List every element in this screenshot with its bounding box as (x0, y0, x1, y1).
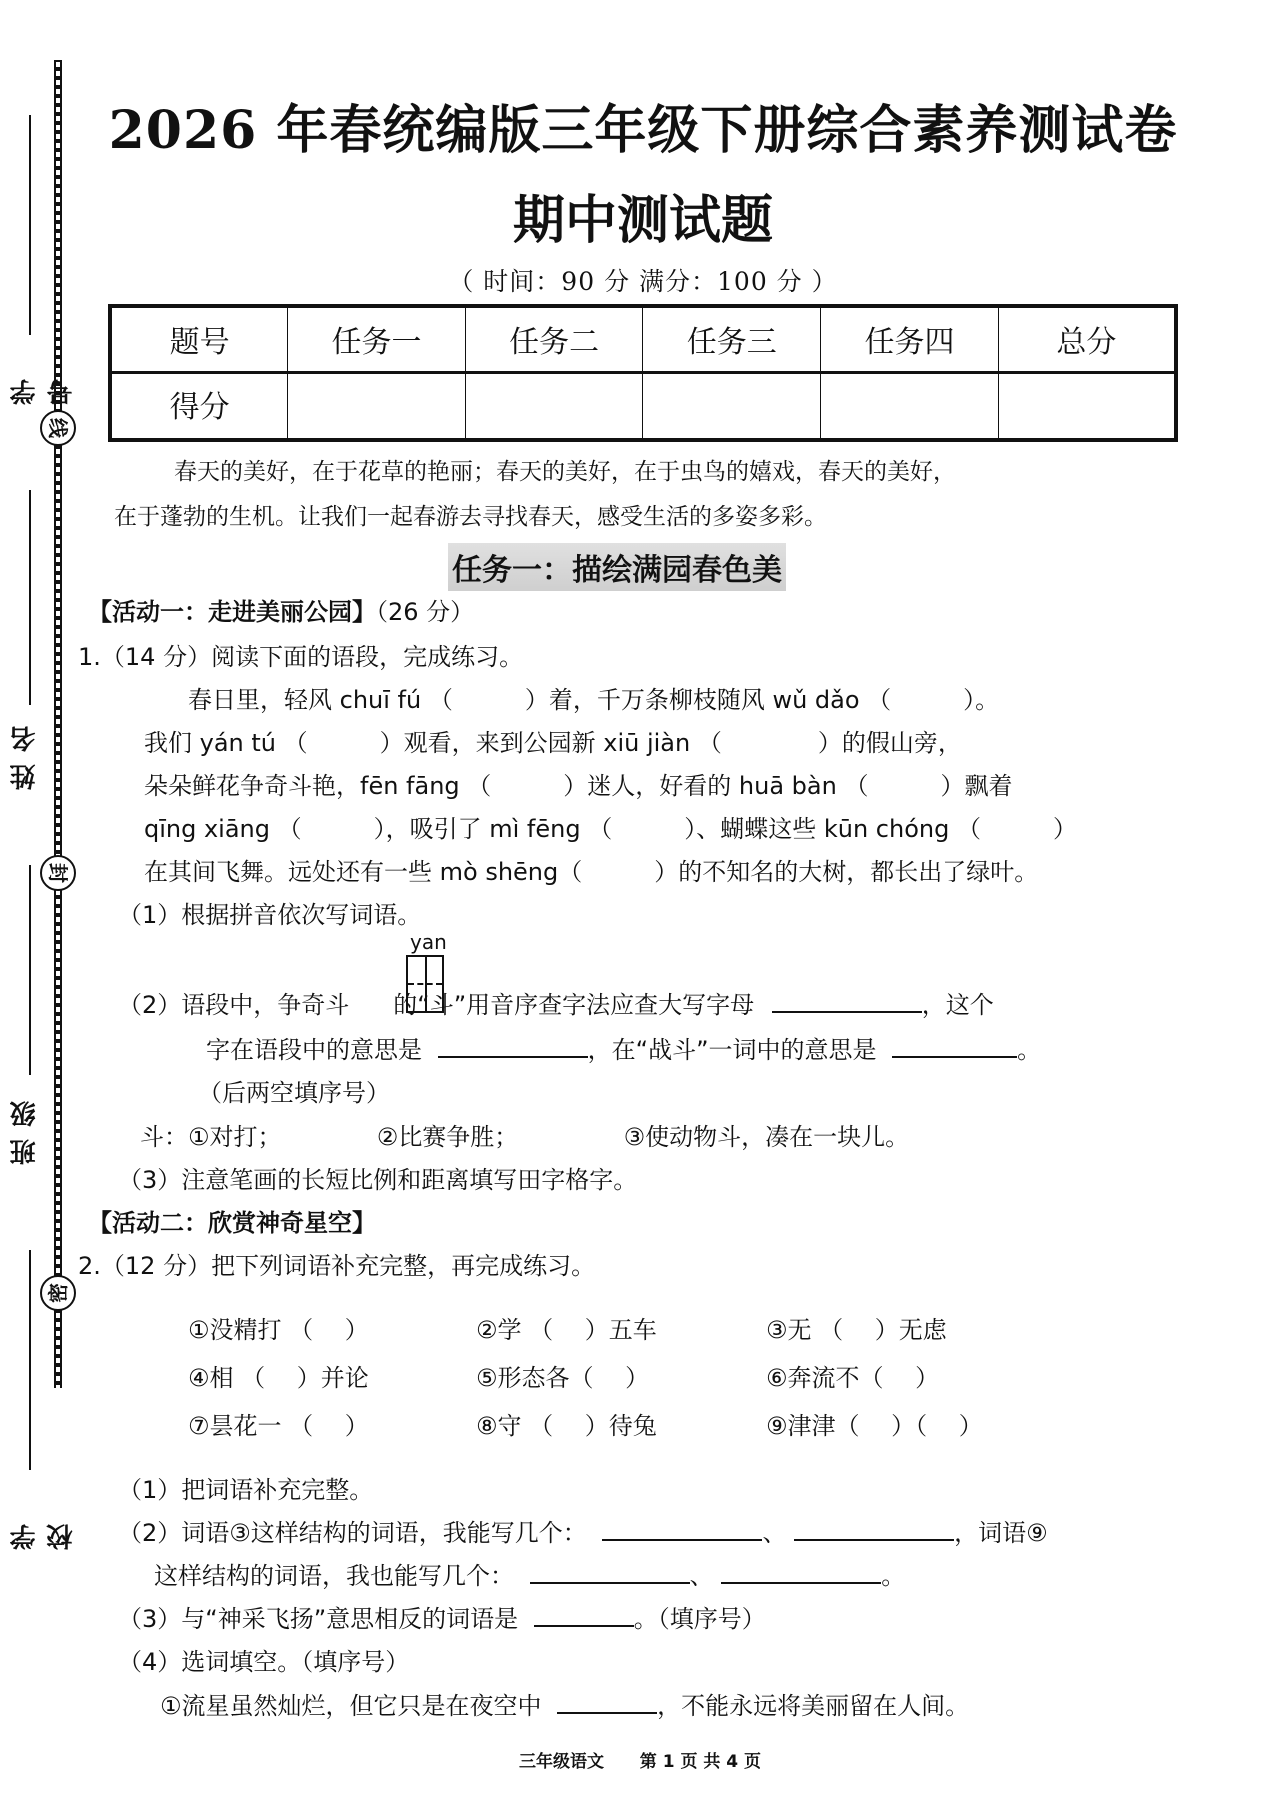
idiom-item-1[interactable]: ①没精打 （ ） (188, 1316, 369, 1344)
q1-passage-line-5[interactable]: 在其间飞舞。远处还有一些 mò shēng（ ）的不知名的大树，都长出了绿叶。 (144, 858, 1039, 886)
intro-paragraph (114, 450, 1204, 540)
q2-sub4: （4）选词填空。（填序号） (118, 1648, 410, 1676)
idiom-item-4[interactable]: ④相 （ ）并论 (188, 1364, 369, 1392)
score-cell-task4[interactable] (821, 372, 999, 440)
score-cell-task1[interactable] (288, 372, 466, 440)
school-label: 学校 (10, 1512, 77, 1550)
q1-stem: 1.（14 分）阅读下面的语段，完成练习。 (78, 643, 524, 671)
time-and-score-info: （ 时间：90 分 满分：100 分 ） (448, 267, 838, 296)
q2-sub4-item-1 (160, 1686, 969, 1721)
idiom-item-5[interactable]: ⑤形态各（ ） (476, 1364, 650, 1392)
intro-line-1: 春天的美好，在于花草的艳丽；春天的美好，在于虫鸟的嬉戏，春天的美好， (174, 459, 956, 485)
class-label: 班级 (10, 1089, 40, 1165)
q1-sub2-blank-letter[interactable] (772, 989, 922, 1013)
school-line[interactable] (29, 1250, 31, 1470)
score-header-cell: 总分 (998, 306, 1176, 372)
binding-chain (54, 60, 62, 1388)
idiom-item-2[interactable]: ②学 （ ）五车 (476, 1316, 657, 1344)
q2-sub4-item1-text-b: ，不能永远将美丽留在人间。 (657, 1692, 970, 1720)
score-header-cell: 题号 (110, 306, 288, 372)
idiom-item-8[interactable]: ⑧守 （ ）待兔 (476, 1412, 657, 1440)
activity1-title: 【活动一：走进美丽公园】 (88, 598, 376, 626)
q2-sub2-end: 。 (881, 1562, 906, 1590)
seal-feng: 封 (40, 855, 76, 891)
q1-sub2-text-b: 的“斗”用音序查字法应查大写字母 (393, 991, 755, 1019)
intro-line-2: 在于蓬勃的生机。让我们一起春游去寻找春天，感受生活的多姿多彩。 (114, 504, 827, 530)
q1-sub2-line-2 (206, 1030, 1041, 1065)
dou-meaning-2: ②比赛争胜； (376, 1123, 519, 1151)
q2-sub2-line-2 (154, 1556, 905, 1591)
q2-sub3 (118, 1599, 766, 1634)
seal-mi: 密 (40, 1275, 76, 1311)
q1-sub2-text-e: ，在“战斗”一词中的意思是 (587, 1036, 877, 1064)
q1-sub2-text-c: ，这个 (921, 991, 994, 1019)
q2-sub1: （1）把词语补充完整。 (118, 1476, 374, 1504)
q1-sub3: （3）注意笔画的长短比例和距离填写田字格字。 (118, 1166, 638, 1194)
score-table (108, 304, 1178, 442)
q1-sub2-text-a: （2）语段中，争奇斗 (118, 991, 350, 1019)
exam-title: 2026 年春统编版三年级下册综合素养测试卷 (108, 100, 1178, 161)
q1-passage-line-4[interactable]: qīng xiāng （ ），吸引了 mì fēng （ ）、蝴蝶这些 kūn chóng （ ） (144, 815, 1077, 843)
q2-sub3-text-a: （3）与“神采飞扬”意思相反的词语是 (118, 1605, 519, 1633)
q2-sub2-text-a: （2）词语③这样结构的词语，我能写几个： (118, 1519, 587, 1547)
q2-sub2-text-b: ，词语⑨ (954, 1519, 1048, 1547)
q1-sub2-blank-meaning-zhandou[interactable] (892, 1034, 1017, 1058)
score-row-label: 得分 (110, 372, 288, 440)
score-header-cell: 任务四 (821, 306, 999, 372)
q1-passage-line-2[interactable]: 我们 yán tú （ ）观看，来到公园新 xiū jiàn （ ）的假山旁， (144, 729, 962, 757)
q1-sub1: （1）根据拼音依次写词语。 (118, 901, 422, 929)
class-line[interactable] (29, 865, 31, 1075)
score-table-score-row (110, 372, 1176, 440)
activity2-title: 【活动二：欣赏神奇星空】 (88, 1209, 376, 1237)
student-id-line[interactable] (29, 115, 31, 335)
q2-sub2-blank-4[interactable] (721, 1560, 881, 1584)
q2-sub2-blank-3[interactable] (530, 1560, 690, 1584)
q1-sub2-text-f: 。 (1017, 1036, 1042, 1064)
q2-sub3-text-b: 。（填序号） (633, 1605, 766, 1633)
student-id-label: 学号 (10, 367, 77, 405)
binding-margin (0, 0, 90, 1800)
idiom-item-6[interactable]: ⑥奔流不（ ） (766, 1364, 940, 1392)
score-header-cell: 任务二 (465, 306, 643, 372)
q2-stem: 2.（12 分）把下列词语补充完整，再完成练习。 (78, 1252, 596, 1280)
q2-sub4-item1-blank[interactable] (557, 1690, 657, 1714)
task1-heading: 任务一：描绘满园春色美 (448, 543, 786, 591)
tianzi-pinyin: yan (410, 930, 447, 954)
activity1-title-line (88, 592, 474, 627)
footer-subject: 三年级语文 (518, 1752, 604, 1772)
activity1-points: （26 分） (376, 598, 475, 626)
dou-meaning-3: ③使动物斗，凑在一块儿。 (623, 1123, 910, 1151)
q1-sub2-note: （后两空填序号） (198, 1079, 390, 1107)
page-footer (0, 1747, 1280, 1772)
dou-meaning-1: 斗：①对打； (140, 1123, 282, 1151)
q2-sub2-sep-2: 、 (689, 1562, 714, 1590)
q2-sub2-blank-1[interactable] (602, 1517, 762, 1541)
score-cell-total[interactable] (998, 372, 1176, 440)
q2-sub2-blank-2[interactable] (794, 1517, 954, 1541)
q1-sub2-blank-meaning-passage[interactable] (438, 1034, 588, 1058)
dou-meanings (140, 1117, 909, 1152)
q1-passage-line-3[interactable]: 朵朵鲜花争奇斗艳，fēn fāng （ ）迷人，好看的 huā bàn （ ）飘着 (144, 772, 1013, 800)
score-cell-task3[interactable] (643, 372, 821, 440)
q2-sub4-item1-text-a: ①流星虽然灿烂，但它只是在夜空中 (160, 1692, 542, 1720)
score-table-header-row (110, 306, 1176, 372)
q1-sub2-line-1 (118, 985, 994, 1020)
q2-sub2-sep-1: 、 (762, 1519, 787, 1547)
q2-sub3-blank[interactable] (534, 1603, 634, 1627)
score-cell-task2[interactable] (465, 372, 643, 440)
idiom-item-3[interactable]: ③无 （ ）无虑 (766, 1316, 947, 1344)
q2-sub2-text-c: 这样结构的词语，我也能写几个： (154, 1562, 514, 1590)
exam-subtitle: 期中测试题 (512, 190, 773, 251)
q1-sub2-text-d: 字在语段中的意思是 (206, 1036, 422, 1064)
student-name-label: 姓名 (10, 714, 40, 790)
idiom-item-9[interactable]: ⑨津津（ ）（ ） (766, 1412, 983, 1440)
seal-xian: 线 (40, 410, 76, 446)
q2-sub2-line-1 (118, 1513, 1048, 1548)
student-name-line[interactable] (29, 490, 31, 705)
score-header-cell: 任务一 (288, 306, 466, 372)
footer-page-info: 第 1 页 共 4 页 (639, 1752, 762, 1772)
q1-passage-line-1[interactable]: 春日里，轻风 chuī fú （ ）着，千万条柳枝随风 wǔ dǎo （ ）。 (188, 686, 1000, 714)
idiom-item-7[interactable]: ⑦昙花一 （ ） (188, 1412, 369, 1440)
score-header-cell: 任务三 (643, 306, 821, 372)
